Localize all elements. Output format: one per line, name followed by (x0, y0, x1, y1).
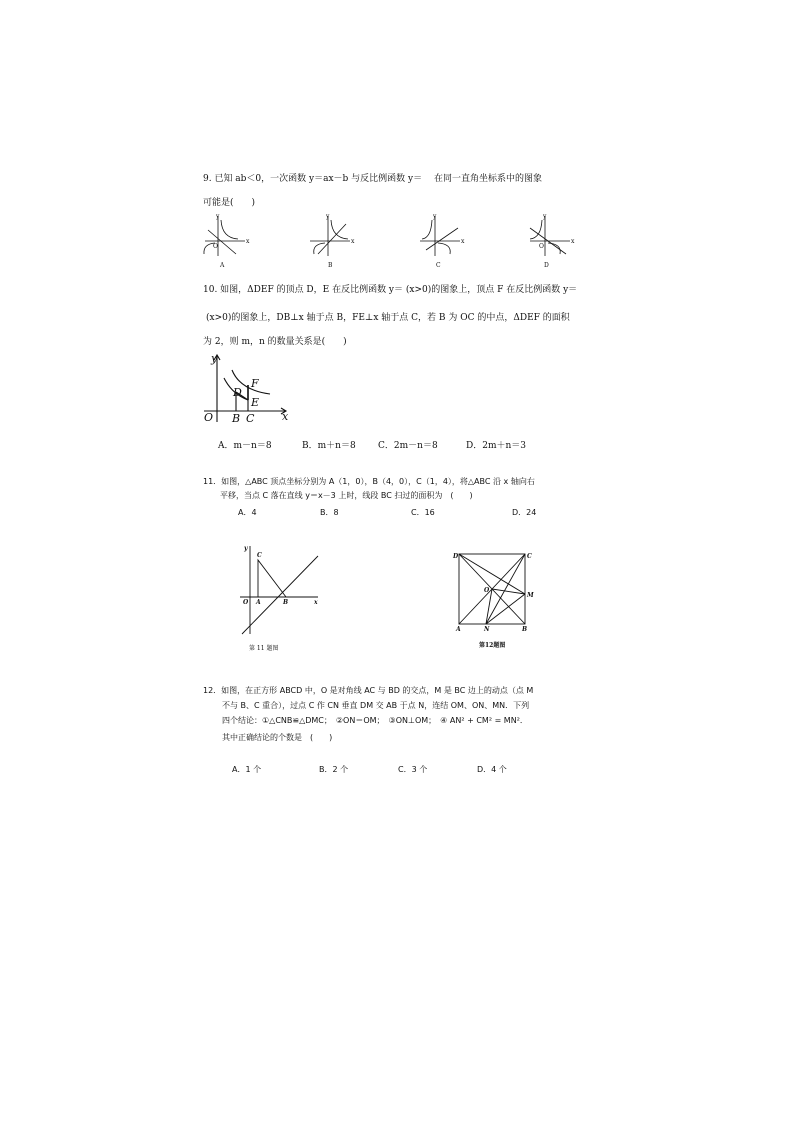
q10-stem-line1: 10. 如图，ΔDEF 的顶点 D，E 在反比例函数 y＝ (x>0)的图象上，顶点 F 在反比例函数 y＝ (203, 285, 578, 295)
q9-c-x: x (461, 238, 465, 245)
q12-label-o: O (484, 587, 490, 594)
q11-figure (236, 540, 326, 640)
q12-option-c: C．3 个 (398, 765, 428, 774)
q9-graph-options (200, 210, 590, 270)
q10-stem-line2: (x>0)的图象上，DB⊥x 轴于点 B，FE⊥x 轴于点 C，若 B 为 OC 的中点，ΔDEF 的面积 (206, 313, 570, 323)
q9-option-d: D (544, 262, 549, 269)
q9-stem-line2: 可能是( ) (203, 198, 256, 208)
q10-option-c: C．2m－n＝8 (378, 441, 438, 451)
q9-d-y: y (543, 213, 547, 220)
q9-graph-c (420, 216, 460, 256)
q9-a-origin: O (213, 243, 218, 250)
q10-figure (200, 350, 295, 428)
q11-figure-caption: 第 11 题图 (249, 645, 279, 652)
q9-graph-a (204, 216, 245, 256)
q12-option-a: A．1 个 (232, 765, 262, 774)
q9-d-origin: O (539, 243, 544, 250)
q9-option-a: A (220, 262, 225, 269)
q12-option-d: D．4 个 (477, 765, 507, 774)
q10-label-c: C (246, 412, 255, 425)
q9-a-y: y (216, 213, 220, 220)
q12-label-c: C (527, 553, 532, 560)
q9-b-x: x (351, 238, 355, 245)
q11-stem-line1: 11．如图，△ABC 顶点坐标分别为 A（1，0），B（4，0），C（1，4），将△ABC 沿 x 轴向右 (203, 477, 535, 486)
q11-option-a: A．4 (238, 508, 257, 517)
q12-stem-line1: 12．如图，在正方形 ABCD 中，O 是对角线 AC 与 BD 的交点，M 是 BC 边上的动点（点 M (203, 686, 534, 695)
q10-option-a: A．m－n＝8 (218, 441, 272, 451)
q11-label-x: x (314, 599, 318, 606)
q11-stem-line2: 平移，当点 C 落在直线 y＝x－3 上时，线段 BC 扫过的面积为 ( ) (220, 491, 473, 500)
q9-d-x: x (571, 238, 575, 245)
q12-option-b: B．2 个 (319, 765, 349, 774)
q9-stem-line1: 9. 已知 ab＜0，一次函数 y＝ax－b 与反比例函数 y＝ 在同一直角坐标系中的图象 (203, 174, 542, 184)
q10-label-x: x (282, 410, 289, 423)
q11-option-c: C．16 (411, 508, 435, 517)
q12-stem-line2: 不与 B、C 重合），过点 C 作 CN 垂直 DM 交 AB 于点 N，连结 OM、ON、MN．下列 (222, 701, 530, 710)
q11-label-b: B (283, 599, 289, 606)
q10-label-y: y (211, 352, 218, 365)
q11-option-d: D．24 (512, 508, 537, 517)
q9-b-y: y (326, 213, 330, 220)
q10-label-o: O (204, 411, 214, 424)
q11-label-y: y (244, 545, 248, 552)
q12-label-m: M (527, 592, 534, 599)
q9-graph-b (310, 216, 350, 256)
q12-label-d: D (453, 553, 459, 560)
q12-label-n: N (484, 626, 490, 632)
q12-stem-line3: 四个结论：①△CNB≌△DMC； ②ON＝OM； ③ON⊥OM； ④ AN² + CM² = MN²． (222, 716, 528, 725)
q10-option-d: D．2m＋n＝3 (466, 441, 526, 451)
q10-label-e: E (251, 396, 260, 409)
q11-option-b: B．8 (320, 508, 339, 517)
q11-label-c: C (257, 552, 262, 559)
q9-graph-d (530, 216, 570, 256)
q10-label-d: D (233, 386, 242, 399)
q10-label-b: B (232, 412, 241, 425)
q12-stem-line4: 其中正确结论的个数是 ( ) (222, 733, 333, 742)
q10-option-b: B．m＋n＝8 (302, 441, 356, 451)
q12-figure-caption: 第12题图 (479, 642, 506, 649)
q9-c-y: y (433, 213, 437, 220)
q9-a-x: x (246, 238, 250, 245)
q12-label-a: A (456, 626, 461, 632)
q9-option-b: B (328, 262, 333, 269)
q12-label-b: B (522, 626, 528, 632)
q12-figure (450, 548, 538, 632)
q9-option-c: C (436, 262, 441, 269)
q11-label-o: O (243, 599, 249, 606)
q11-label-a: A (256, 599, 261, 606)
q10-label-f: F (251, 377, 259, 390)
q10-stem-line3: 为 2，则 m，n 的数量关系是( ) (203, 337, 347, 347)
